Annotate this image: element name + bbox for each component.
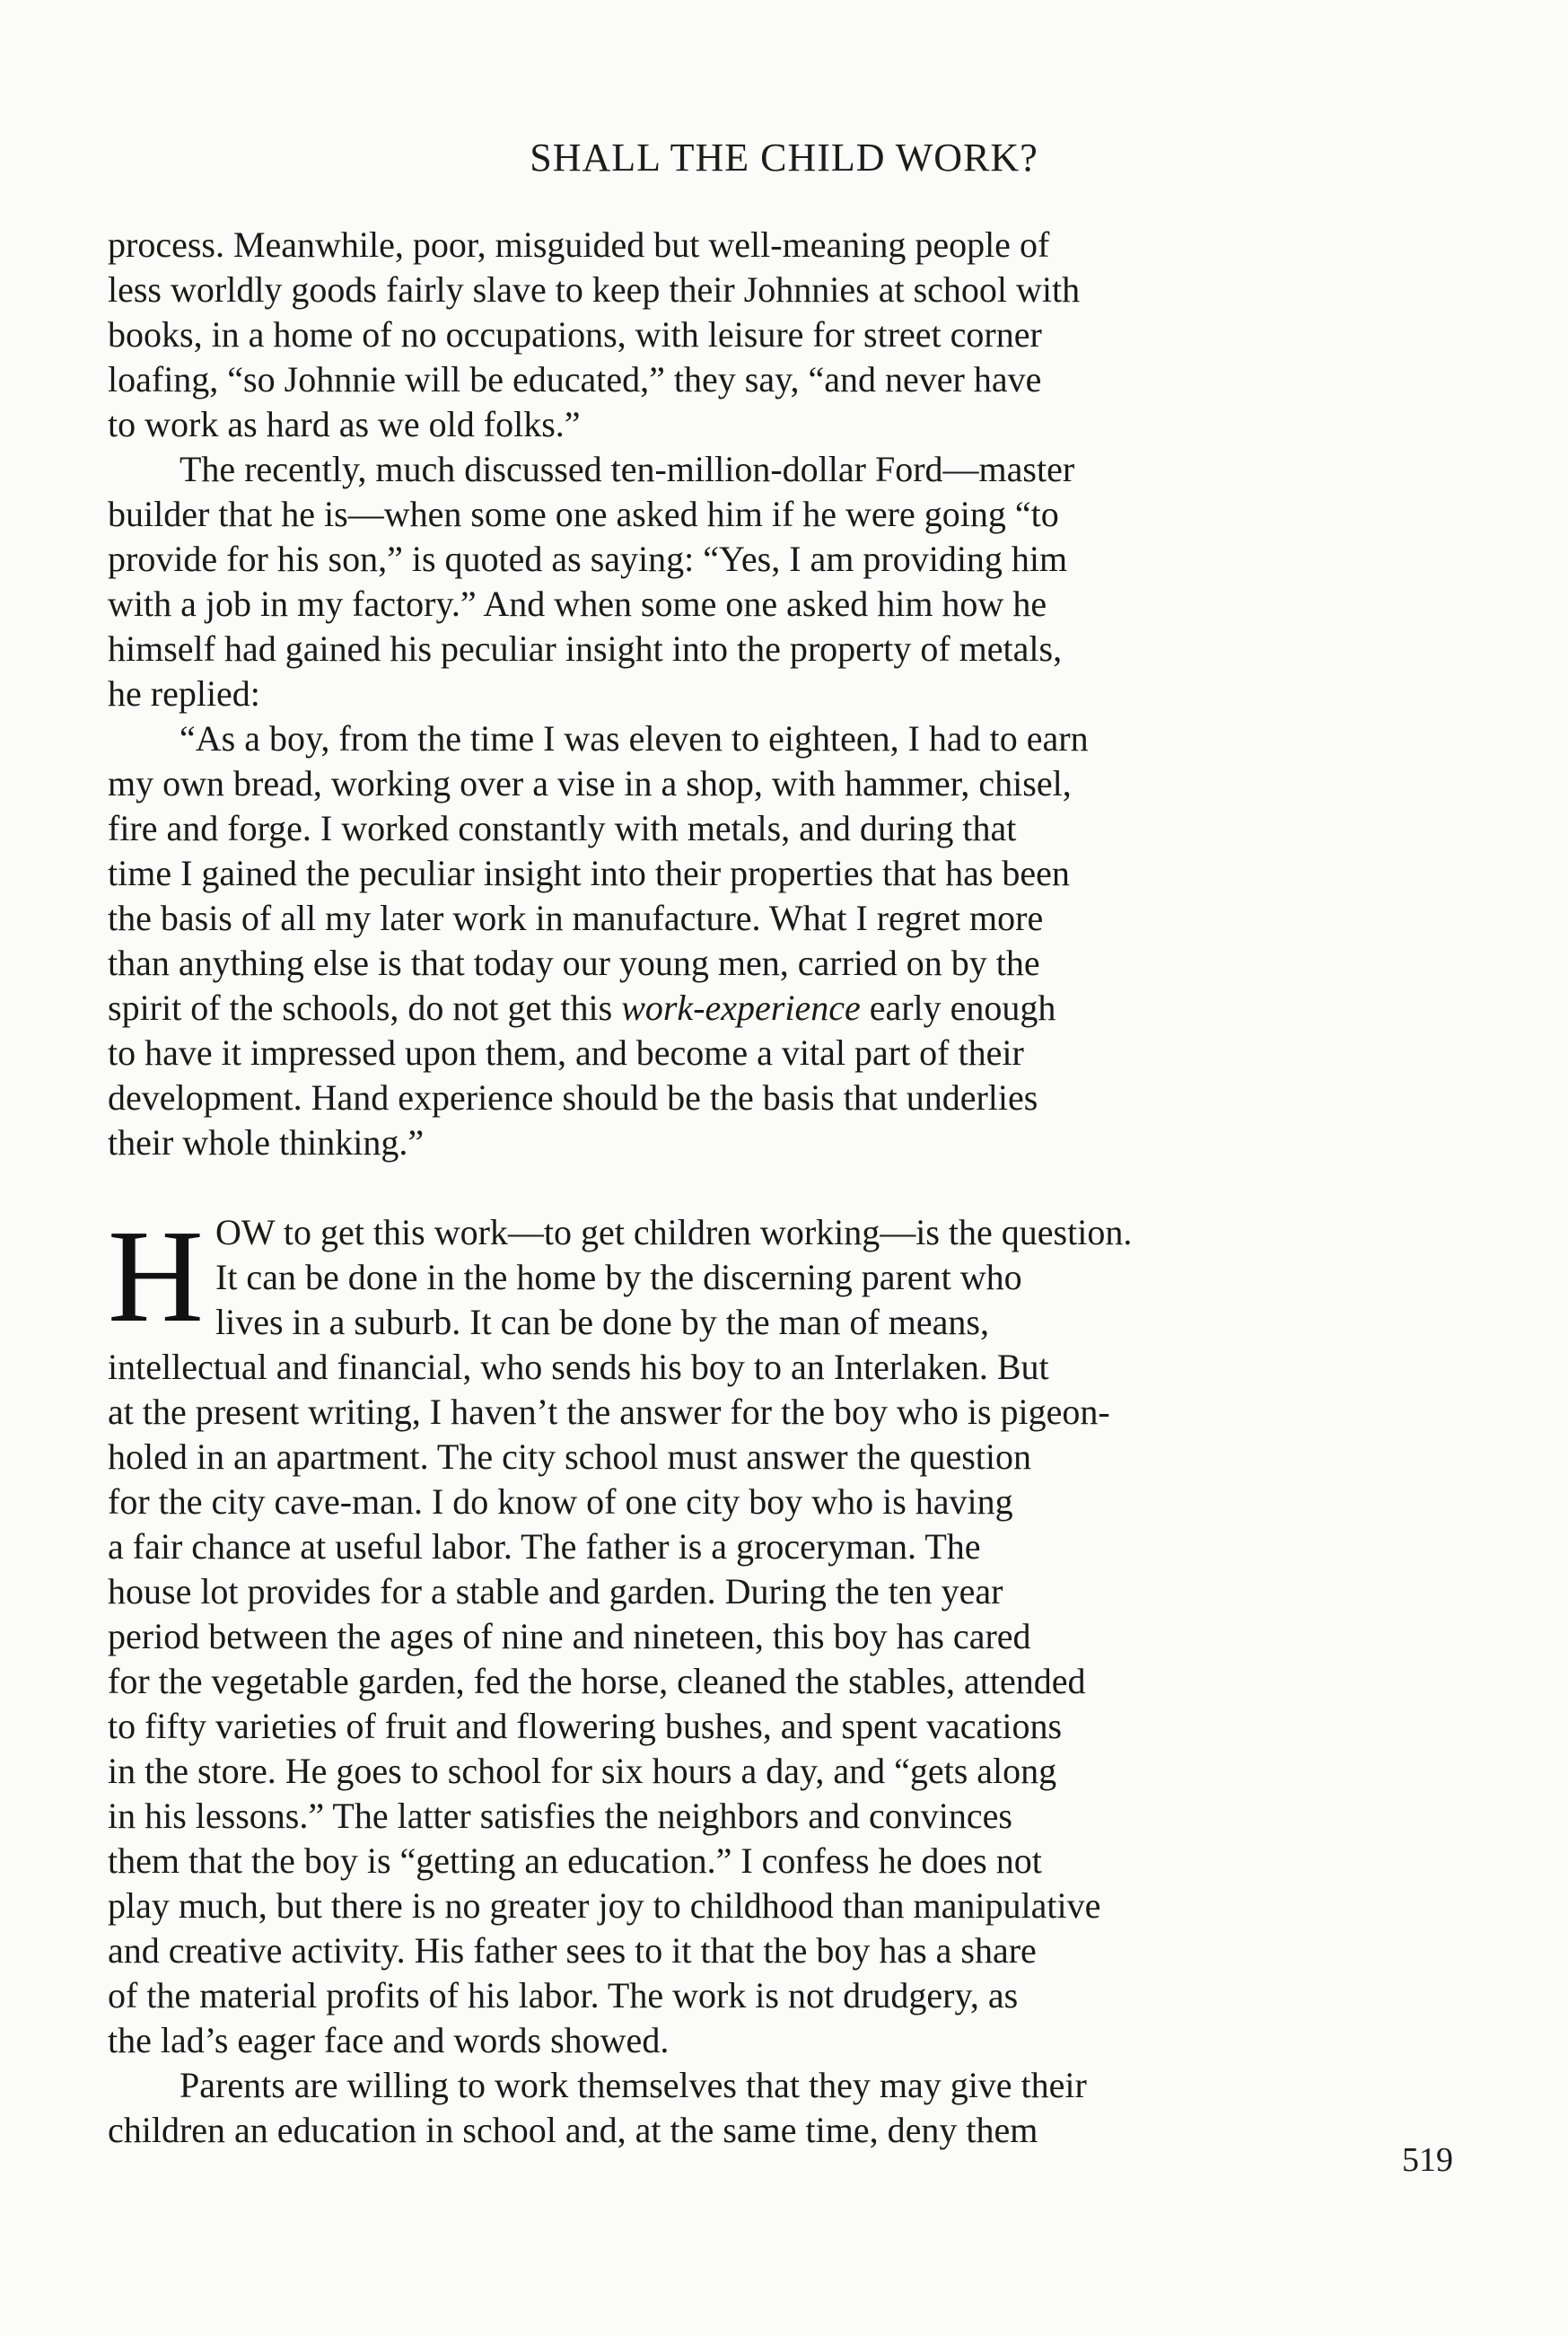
text-line-with-italic — [108, 986, 1454, 1031]
text-line: “As a boy, from the time I was eleven to eighteen, I had to earn — [180, 718, 1089, 759]
paragraph-5 — [108, 2063, 1454, 2153]
paragraph-3-quote — [108, 716, 1454, 1165]
text-line: to fifty varieties of fruit and flowering bushes, and spent vacations — [108, 1706, 1063, 1746]
text-line: house lot provides for a stable and garden. During the ten year — [108, 1571, 1003, 1611]
section-gap — [108, 1165, 1454, 1210]
text-line: in the store. He goes to school for six hours a day, and “gets along — [108, 1751, 1057, 1791]
text-line: with a job in my factory.” And when some one asked him how he — [108, 584, 1047, 624]
text-line: the basis of all my later work in manufacture. What I regret more — [108, 898, 1044, 938]
text-line: Parents are willing to work themselves that they may give their — [180, 2065, 1087, 2105]
text-line: process. Meanwhile, poor, misguided but well-meaning people of — [108, 224, 1050, 265]
text-line: play much, but there is no greater joy to childhood than manipulative — [108, 1885, 1101, 1926]
text-line: their whole thinking.” — [108, 1122, 425, 1163]
text-line: less worldly goods fairly slave to keep their Johnnies at school with — [108, 269, 1081, 310]
page-number: 519 — [1402, 2141, 1453, 2179]
text-line: to work as hard as we old folks.” — [108, 404, 581, 444]
text-line: intellectual and financial, who sends his boy to an Interlaken. But — [108, 1347, 1049, 1387]
text-line: holed in an apartment. The city school must answer the question — [108, 1436, 1032, 1477]
italic-phrase: work-experience — [621, 988, 861, 1028]
text-line: in his lessons.” The latter satisfies the neighbors and convinces — [108, 1796, 1012, 1836]
paragraph-1 — [108, 223, 1454, 447]
text-line: than anything else is that today our young men, carried on by the — [108, 943, 1040, 983]
text-line: development. Hand experience should be the basis that underlies — [108, 1077, 1038, 1118]
text-line: fire and forge. I worked constantly with metals, and during that — [108, 808, 1017, 848]
text-line: time I gained the peculiar insight into their properties that has been — [108, 853, 1070, 893]
text-line: for the city cave-man. I do know of one city boy who is having — [108, 1481, 1013, 1522]
running-head: SHALL THE CHILD WORK? — [530, 136, 1038, 180]
text-line: builder that he is—when some one asked him if he were going “to — [108, 494, 1059, 534]
text-line: books, in a home of no occupations, with leisure for street corner — [108, 314, 1042, 355]
text-line: for the vegetable garden, fed the horse, cleaned the stables, attended — [108, 1661, 1086, 1701]
text-line: to have it impressed upon them, and become a vital part of their — [108, 1032, 1024, 1073]
text-line: at the present writing, I haven’t the answer for the boy who is pigeon- — [108, 1392, 1110, 1432]
text-line: the lad’s eager face and words showed. — [108, 2020, 670, 2060]
text-line: OW to get this work—to get children working—is the question. — [215, 1212, 1133, 1252]
text-line: and creative activity. His father sees to it that the boy has a share — [108, 1930, 1037, 1971]
text-line: himself had gained his peculiar insight into the property of metals, — [108, 628, 1063, 669]
body-text — [108, 223, 1454, 2153]
text-line: lives in a suburb. It can be done by the man of means, — [215, 1302, 989, 1342]
text-fragment: spirit of the schools, do not get this — [108, 988, 622, 1028]
text-line: of the material profits of his labor. The work is not drudgery, as — [108, 1975, 1019, 2015]
text-line: The recently, much discussed ten-million-dollar Ford—master — [180, 449, 1075, 489]
text-line: them that the boy is “getting an education.” I confess he does not — [108, 1840, 1042, 1881]
text-line: a fair chance at useful labor. The father is a groceryman. The — [108, 1526, 981, 1567]
text-line: children an education in school and, at the same time, deny them — [108, 2110, 1038, 2150]
drop-cap-letter: H — [108, 1203, 204, 1350]
paragraph-4 — [108, 1203, 1454, 2063]
text-line: period between the ages of nine and nineteen, this boy has cared — [108, 1616, 1031, 1656]
text-line: my own bread, working over a vise in a shop, with hammer, chisel, — [108, 763, 1072, 804]
text-line: provide for his son,” is quoted as saying: “Yes, I am providing him — [108, 539, 1068, 579]
paragraph-2 — [108, 447, 1454, 716]
text-line: It can be done in the home by the discerning parent who — [215, 1257, 1022, 1297]
text-fragment: early enough — [860, 988, 1056, 1028]
text-line: loafing, “so Johnnie will be educated,” they say, “and never have — [108, 359, 1042, 400]
text-line: he replied: — [108, 673, 260, 714]
